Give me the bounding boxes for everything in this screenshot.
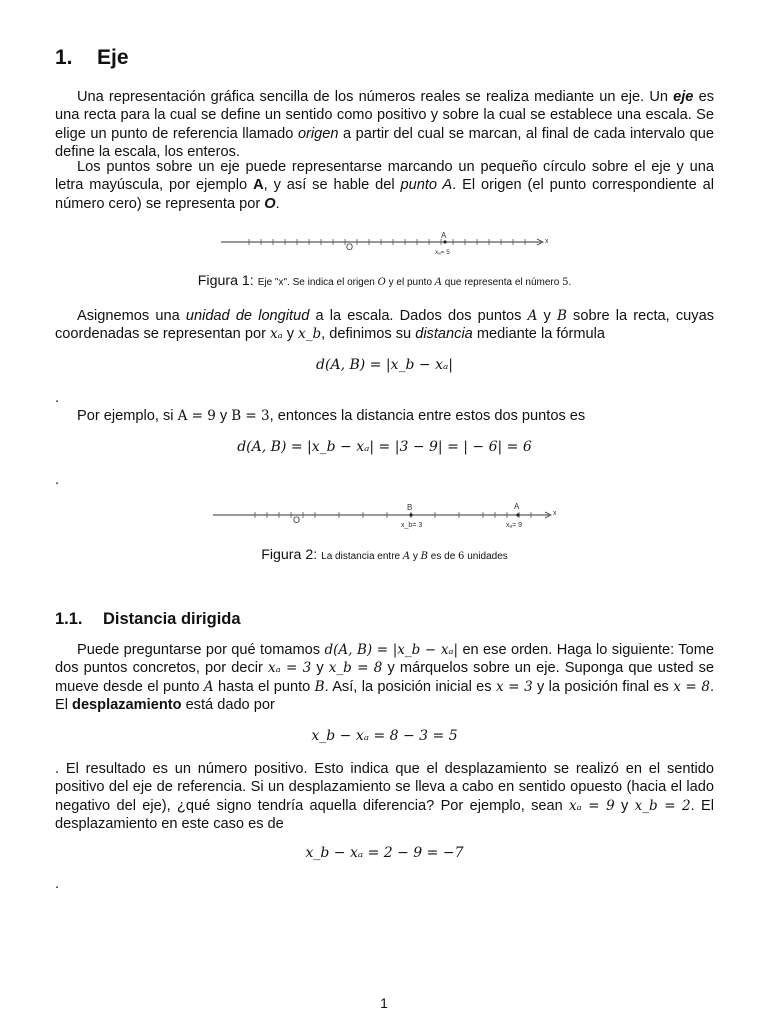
caption-text: . <box>568 277 572 288</box>
text-run: Asignemos una <box>77 308 186 324</box>
math-inline: A <box>203 678 214 695</box>
text-run: , y así se hable del <box>263 177 401 194</box>
caption-math: 5 <box>562 277 569 288</box>
term-eje: eje <box>673 89 694 105</box>
subsection-number: 1.1. <box>55 610 83 628</box>
equation-distance-example: d(A, B) = |x_b − xₐ| = |3 − 9| = | − 6| = 6 <box>237 439 532 455</box>
text-run: y <box>311 660 329 677</box>
math-inline: xₐ = 3 <box>267 660 312 677</box>
figure-1-axis <box>221 228 551 258</box>
math-inline: B <box>556 308 567 324</box>
term-unidad: unidad de longitud <box>185 308 310 324</box>
text-run: , entonces la distancia entre estos dos puntos es <box>269 408 586 424</box>
math-inline: B = 3 <box>231 408 270 424</box>
subsection-heading <box>55 610 241 629</box>
point-a-marker <box>443 240 446 243</box>
figure-2-axis <box>213 500 559 532</box>
text-run: a la escala. Dados dos puntos <box>309 308 528 324</box>
caption-text: unidades <box>464 551 508 562</box>
text-run: . El origen (el punto correspondiente al número cero) se representa por <box>55 177 714 212</box>
origin-label: O <box>293 515 301 525</box>
text-run: Una representación gráfica sencilla de los números reales se realiza mediante un eje. Un <box>77 89 674 105</box>
text-run: es una recta para la cual se define un sentido como positivo y sobre la cual se establece una escala. Se elige un punto de referencia llamado <box>55 89 714 142</box>
point-a-label: A <box>441 231 447 240</box>
caption-text: que representa el número <box>442 277 563 288</box>
figure-1-caption <box>55 273 714 289</box>
text-run: . Así, la posición inicial es <box>324 678 496 695</box>
point-b-marker <box>409 513 412 516</box>
paragraph-definition <box>55 88 714 161</box>
bold-letter-o: O <box>264 195 276 212</box>
point-a-value: xₐ= 5 <box>435 249 450 256</box>
text-run: y márquelos sobre un eje. Suponga que usted se mueve desde el punto <box>55 660 715 695</box>
point-b-value: x_b= 3 <box>401 522 423 529</box>
page-number: 1 <box>380 995 388 1011</box>
term-origen: origen <box>297 125 339 142</box>
text-run: . El <box>55 678 714 713</box>
period-mark: . <box>55 390 60 406</box>
point-a-marker <box>516 513 519 516</box>
text-run: y <box>537 308 557 324</box>
equation-displacement-positive: x_b − xₐ = 8 − 3 = 5 <box>311 728 458 744</box>
period-mark: . <box>55 876 60 892</box>
origin-label: O <box>346 242 354 252</box>
section-title: Eje <box>97 46 129 69</box>
math-inline: A <box>527 308 538 324</box>
subsection-title: Distancia dirigida <box>103 610 241 628</box>
text-run: . El resultado es un número positivo. Esto indica que el desplazamiento se realizó en el sentido positivo del eje de referencia. Si un desplazamiento se lleva a cabo en sentido opuesto (hacia el lado negativo del eje), ¿qué signo tendría aquella diferencia? Por ejemplo, sean <box>55 761 714 814</box>
caption-text: Eje "x". Se indica el origen <box>257 277 378 288</box>
math-inline: x_b = 8 <box>328 660 383 677</box>
text-run: . <box>275 195 280 212</box>
text-run: y <box>215 408 232 424</box>
period-mark: . <box>55 472 60 488</box>
caption-math: B <box>420 551 429 562</box>
math-inline: A = 9 <box>177 408 216 424</box>
caption-math: O <box>377 277 386 288</box>
axis-label: x <box>545 238 549 245</box>
text-run: . El desplazamiento en este caso es de <box>55 797 714 832</box>
text-run: Puede preguntarse por qué tomamos <box>77 642 325 658</box>
text-run: hasta el punto <box>213 678 315 695</box>
math-inline: B <box>314 678 325 695</box>
axis-label: x <box>553 510 557 517</box>
text-run: sobre la recta, cuyas coordenadas se representan por <box>55 308 714 343</box>
text-run: y <box>614 797 635 814</box>
text-run: está dado por <box>181 696 275 713</box>
paragraph-example <box>55 407 714 425</box>
paragraph-displacement-sign <box>55 760 714 833</box>
math-inline: x_b <box>298 326 322 343</box>
text-run: en ese orden. Haga lo siguiente: Tome dos puntos concretos, por decir <box>55 642 714 677</box>
term-punto-a: punto A <box>400 177 453 194</box>
text-run: mediante la fórmula <box>472 326 606 343</box>
math-inline: x = 8 <box>673 678 710 695</box>
caption-text: La distancia entre <box>321 551 403 562</box>
text-run: Los puntos sobre un eje puede representarse marcando un pequeño círculo sobre el eje y una letra mayúscula, por ejemplo <box>55 159 714 194</box>
section-number: 1. <box>55 46 73 69</box>
caption-text: y el punto <box>385 277 435 288</box>
paragraph-directed-distance <box>55 641 714 714</box>
paragraph-distance-definition <box>55 307 714 344</box>
caption-text: y <box>410 551 421 562</box>
math-inline: xₐ = 9 <box>569 797 615 814</box>
caption-label: Figura 2: <box>261 547 318 563</box>
paragraph-points <box>55 158 714 213</box>
point-b-label: B <box>407 503 413 512</box>
text-run: y la posición final es <box>532 678 674 695</box>
term-desplazamiento: desplazamiento <box>72 696 182 713</box>
math-inline: xₐ <box>270 326 283 343</box>
caption-math: A <box>402 551 411 562</box>
caption-math: A <box>434 277 443 288</box>
text-run: y <box>282 326 299 343</box>
term-distancia: distancia <box>415 326 473 343</box>
caption-math: 6 <box>458 551 465 562</box>
math-inline: x_b = 2 <box>634 797 691 814</box>
caption-label: Figura 1: <box>197 273 254 289</box>
equation-distance: d(A, B) = |x_b − xₐ| <box>316 357 453 373</box>
math-inline: d(A, B) = |x_b − xₐ| <box>324 642 459 658</box>
text-run: Por ejemplo, si <box>77 408 178 424</box>
text-run: , definimos su <box>321 326 416 343</box>
figure-2-caption <box>55 547 714 563</box>
bold-letter-a: A <box>253 177 264 194</box>
math-inline: x = 3 <box>495 678 533 695</box>
section-heading <box>55 46 129 70</box>
equation-displacement-negative: x_b − xₐ = 2 − 9 = −7 <box>305 845 464 861</box>
point-a-label: A <box>514 502 520 511</box>
point-a-value: xₐ= 9 <box>506 522 523 529</box>
caption-text: es de <box>428 551 459 562</box>
text-run: a partir del cual se marcan, al final de cada intervalo que define la escala, los enteros. <box>55 125 714 160</box>
